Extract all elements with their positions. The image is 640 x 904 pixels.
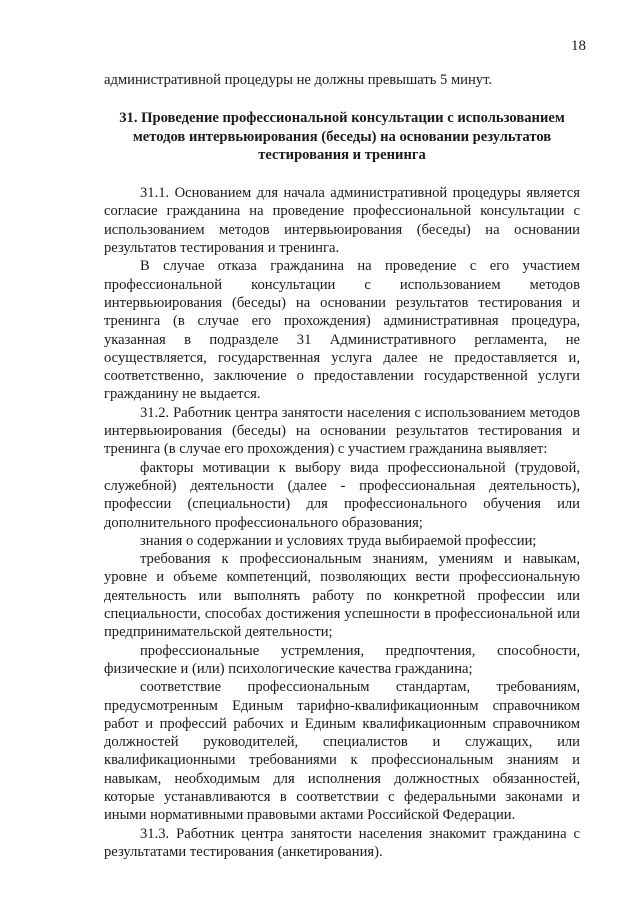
paragraph-31-3: 31.3. Работник центра занятости населения знакомит гражданина с результатами тестирования (анкетирования). — [104, 825, 580, 860]
list-item-aspirations: профессиональные устремления, предпочтения, способности, физические и (или) психологические качества гражданина; — [104, 642, 580, 677]
paragraph-refusal: В случае отказа гражданина на проведение с его участием профессиональной консультации с использованием методов интервьюирования (беседы) на основании результатов тестирования и тренинга (в случае его прохождения) административная процедура, указанная в подразделе 31 Административного регламента, не осуществляется, государственная услуга далее не предоставляется и, соответственно, заключение о предоставлении государственной услуги гражданину не выдается. — [104, 258, 580, 403]
paragraph-31-1: 31.1. Основанием для начала административной процедуры является согласие гражданина на проведение профессиональной консультации с использованием методов интервьюирования (беседы) на основании результатов тестирования и тренинга. — [104, 185, 580, 257]
paragraph-31-2: 31.2. Работник центра занятости населения с использованием методов интервьюирования (беседы) на основании результатов тестирования и тренинга (в случае его прохождения) с участием гражданина выявляет: — [104, 404, 580, 458]
list-item-motivation: факторы мотивации к выбору вида профессиональной (трудовой, служебной) деятельности (далее - профессиональная деятельность), профессии (специальности) для профессионального обучения или дополнительного профессионального образования; — [104, 459, 580, 531]
document-body — [104, 71, 580, 861]
section-heading: 31. Проведение профессиональной консультации с использованием методов интервьюирования (беседы) на основании результатов тестирования и тренинга — [119, 110, 565, 163]
list-item-knowledge: знания о содержании и условиях труда выбираемой профессии; — [140, 532, 537, 549]
list-item-requirements: требования к профессиональным знаниям, умениям и навыкам, уровне и объеме компетенций, позволяющих вести профессиональную деятельность или выполнять работу по конкретной профессии или специальности, способах достижения успешности в профессиональной или предпринимательской деятельности; — [104, 551, 580, 641]
continuation-paragraph: административной процедуры не должны превышать 5 минут. — [104, 72, 493, 88]
page-number: 18 — [571, 38, 586, 54]
list-item-conformity: соответствие профессиональным стандартам, требованиям, предусмотренным Единым тарифно-квалификационным справочником работ и профессий рабочих и Единым квалификационным справочником должностей руководителей, специалистов и служащих, или квалификационными требованиями к профессиональным знаниям и навыкам, необходимым для исполнения должностных обязанностей, которые устанавливаются в соответствии с федеральными законами и иными нормативными правовыми актами Российской Федерации. — [104, 679, 580, 824]
